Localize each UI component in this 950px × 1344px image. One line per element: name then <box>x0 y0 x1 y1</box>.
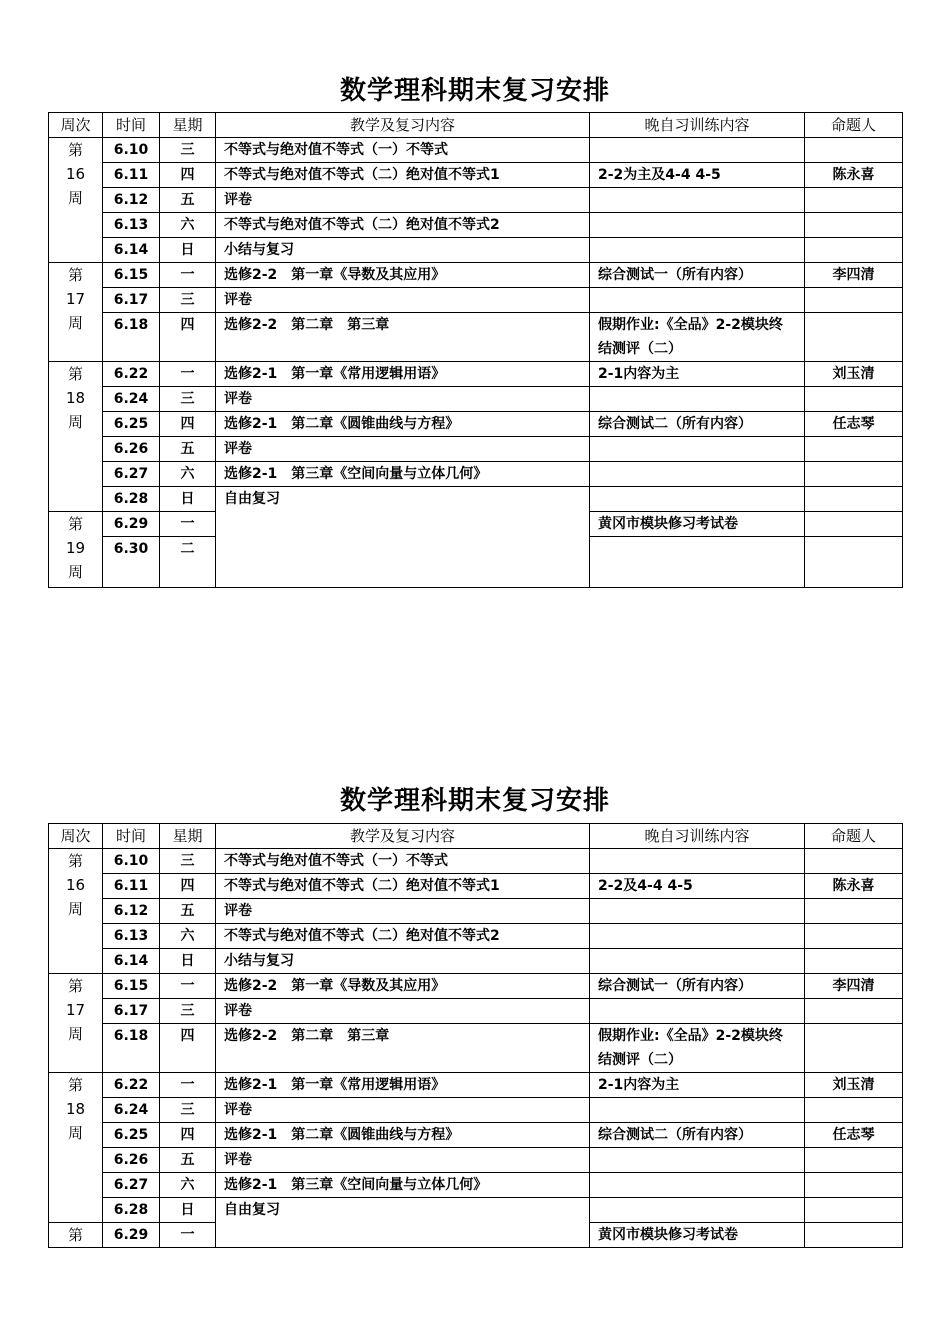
evening-cell <box>590 437 805 462</box>
evening-cell: 综合测试一（所有内容） <box>590 263 805 288</box>
content-cell: 不等式与绝对值不等式（二）绝对值不等式2 <box>216 213 590 238</box>
week-cell: 第 18 周 <box>49 362 103 512</box>
evening-cell <box>590 238 805 263</box>
time-cell: 6.18 <box>103 1024 160 1073</box>
table-row <box>49 138 903 163</box>
day-cell: 一 <box>160 1073 216 1098</box>
content-cell: 不等式与绝对值不等式（一）不等式 <box>216 849 590 874</box>
setter-cell <box>805 1148 903 1173</box>
time-cell: 6.15 <box>103 263 160 288</box>
content-cell: 选修2-2 第一章《导数及其应用》 <box>216 974 590 999</box>
content-cell: 选修2-2 第一章《导数及其应用》 <box>216 263 590 288</box>
content-cell: 不等式与绝对值不等式（一）不等式 <box>216 138 590 163</box>
evening-cell <box>590 1148 805 1173</box>
setter-cell <box>805 387 903 412</box>
table-row <box>49 1073 903 1098</box>
table-row <box>49 387 903 412</box>
day-cell: 三 <box>160 849 216 874</box>
time-cell: 6.15 <box>103 974 160 999</box>
week-cell: 第 19 周 <box>49 512 103 588</box>
content-cell: 评卷 <box>216 999 590 1024</box>
setter-cell: 李四清 <box>805 974 903 999</box>
day-cell: 五 <box>160 437 216 462</box>
setter-cell: 李四清 <box>805 263 903 288</box>
schedule-table <box>48 112 903 588</box>
time-cell: 6.12 <box>103 188 160 213</box>
content-cell: 选修2-1 第一章《常用逻辑用语》 <box>216 362 590 387</box>
evening-cell <box>590 487 805 512</box>
day-cell: 六 <box>160 1173 216 1198</box>
day-cell: 日 <box>160 949 216 974</box>
evening-cell <box>590 138 805 163</box>
page-title: 数学理科期末复习安排 <box>339 76 610 106</box>
time-cell: 6.27 <box>103 1173 160 1198</box>
week-cell: 第 17 周 <box>49 974 103 1073</box>
evening-cell: 黄冈市模块修习考试卷 <box>590 512 805 537</box>
evening-cell: 综合测试二（所有内容） <box>590 1123 805 1148</box>
page-title: 数学理科期末复习安排 <box>339 786 610 816</box>
table-row <box>49 974 903 999</box>
day-cell: 三 <box>160 387 216 412</box>
table-row <box>49 924 903 949</box>
time-cell: 6.29 <box>103 1223 160 1248</box>
time-cell: 6.18 <box>103 313 160 362</box>
evening-cell <box>590 849 805 874</box>
time-cell: 6.25 <box>103 412 160 437</box>
day-cell: 一 <box>160 362 216 387</box>
setter-cell: 刘玉清 <box>805 1073 903 1098</box>
table-row <box>49 1198 903 1223</box>
evening-cell: 2-1内容为主 <box>590 362 805 387</box>
setter-cell: 任志琴 <box>805 1123 903 1148</box>
evening-cell: 假期作业:《全品》2-2模块终结测评（二） <box>590 1024 805 1073</box>
week-cell: 第 18 周 <box>49 1073 103 1223</box>
day-cell: 四 <box>160 874 216 899</box>
table-row <box>49 849 903 874</box>
evening-cell: 2-1内容为主 <box>590 1073 805 1098</box>
time-cell: 6.27 <box>103 462 160 487</box>
header-content: 教学及复习内容 <box>216 113 590 138</box>
day-cell: 四 <box>160 163 216 188</box>
day-cell: 三 <box>160 288 216 313</box>
setter-cell <box>805 138 903 163</box>
day-cell: 四 <box>160 313 216 362</box>
table-row <box>49 1098 903 1123</box>
evening-cell: 综合测试一（所有内容） <box>590 974 805 999</box>
setter-cell <box>805 1173 903 1198</box>
content-cell: 选修2-1 第二章《圆锥曲线与方程》 <box>216 1123 590 1148</box>
time-cell: 6.28 <box>103 487 160 512</box>
content-cell: 评卷 <box>216 288 590 313</box>
setter-cell <box>805 924 903 949</box>
table-row <box>49 288 903 313</box>
table-row <box>49 487 903 512</box>
setter-cell <box>805 213 903 238</box>
time-cell: 6.24 <box>103 1098 160 1123</box>
table-header-row <box>49 824 903 849</box>
day-cell: 四 <box>160 1123 216 1148</box>
setter-cell <box>805 487 903 512</box>
table-header-row <box>49 113 903 138</box>
time-cell: 6.14 <box>103 238 160 263</box>
setter-cell <box>805 1223 903 1248</box>
time-cell: 6.22 <box>103 362 160 387</box>
evening-cell <box>590 537 805 588</box>
content-cell: 选修2-1 第二章《圆锥曲线与方程》 <box>216 412 590 437</box>
content-cell: 评卷 <box>216 437 590 462</box>
evening-cell: 2-2及4-4 4-5 <box>590 874 805 899</box>
day-cell: 五 <box>160 188 216 213</box>
table-row <box>49 263 903 288</box>
time-cell: 6.30 <box>103 537 160 588</box>
time-cell: 6.13 <box>103 924 160 949</box>
header-content: 教学及复习内容 <box>216 824 590 849</box>
day-cell: 四 <box>160 412 216 437</box>
setter-cell <box>805 537 903 588</box>
evening-cell: 假期作业:《全品》2-2模块终结测评（二） <box>590 313 805 362</box>
time-cell: 6.26 <box>103 437 160 462</box>
content-cell: 评卷 <box>216 1098 590 1123</box>
evening-cell <box>590 213 805 238</box>
table-row <box>49 1173 903 1198</box>
header-setter: 命题人 <box>805 113 903 138</box>
time-cell: 6.11 <box>103 874 160 899</box>
evening-cell <box>590 999 805 1024</box>
day-cell: 日 <box>160 238 216 263</box>
setter-cell <box>805 288 903 313</box>
setter-cell <box>805 1098 903 1123</box>
setter-cell: 刘玉清 <box>805 362 903 387</box>
day-cell: 日 <box>160 1198 216 1223</box>
table-row <box>49 362 903 387</box>
time-cell: 6.10 <box>103 138 160 163</box>
setter-cell <box>805 437 903 462</box>
evening-cell <box>590 899 805 924</box>
time-cell: 6.26 <box>103 1148 160 1173</box>
table-row <box>49 1123 903 1148</box>
content-cell: 评卷 <box>216 1148 590 1173</box>
content-cell: 自由复习 <box>216 1198 590 1248</box>
content-cell: 评卷 <box>216 387 590 412</box>
time-cell: 6.11 <box>103 163 160 188</box>
setter-cell: 任志琴 <box>805 412 903 437</box>
day-cell: 一 <box>160 974 216 999</box>
content-cell: 选修2-1 第一章《常用逻辑用语》 <box>216 1073 590 1098</box>
time-cell: 6.17 <box>103 999 160 1024</box>
day-cell: 五 <box>160 899 216 924</box>
setter-cell <box>805 949 903 974</box>
content-cell: 不等式与绝对值不等式（二）绝对值不等式1 <box>216 163 590 188</box>
evening-cell: 综合测试二（所有内容） <box>590 412 805 437</box>
day-cell: 六 <box>160 462 216 487</box>
day-cell: 日 <box>160 487 216 512</box>
setter-cell <box>805 462 903 487</box>
day-cell: 三 <box>160 138 216 163</box>
table-row <box>49 213 903 238</box>
table-row <box>49 437 903 462</box>
time-cell: 6.28 <box>103 1198 160 1223</box>
day-cell: 六 <box>160 924 216 949</box>
evening-cell <box>590 462 805 487</box>
table-row <box>49 1024 903 1073</box>
content-cell: 评卷 <box>216 188 590 213</box>
week-cell: 第 16 周 <box>49 138 103 263</box>
time-cell: 6.22 <box>103 1073 160 1098</box>
day-cell: 五 <box>160 1148 216 1173</box>
setter-cell <box>805 313 903 362</box>
evening-cell <box>590 188 805 213</box>
schedule-table <box>48 823 903 1248</box>
header-week: 周次 <box>49 113 103 138</box>
header-evening: 晚自习训练内容 <box>590 824 805 849</box>
week-cell: 第 16 周 <box>49 849 103 974</box>
table-row <box>49 188 903 213</box>
setter-cell <box>805 849 903 874</box>
time-cell: 6.24 <box>103 387 160 412</box>
header-day: 星期 <box>160 113 216 138</box>
setter-cell <box>805 188 903 213</box>
content-cell: 自由复习 <box>216 487 590 588</box>
setter-cell <box>805 512 903 537</box>
time-cell: 6.14 <box>103 949 160 974</box>
table-row <box>49 949 903 974</box>
content-cell: 小结与复习 <box>216 238 590 263</box>
day-cell: 一 <box>160 1223 216 1248</box>
table-row <box>49 1148 903 1173</box>
evening-cell <box>590 1198 805 1223</box>
table-row <box>49 412 903 437</box>
time-cell: 6.10 <box>103 849 160 874</box>
content-cell: 评卷 <box>216 899 590 924</box>
setter-cell <box>805 1198 903 1223</box>
content-cell: 选修2-1 第三章《空间向量与立体几何》 <box>216 462 590 487</box>
evening-cell: 2-2为主及4-4 4-5 <box>590 163 805 188</box>
content-cell: 选修2-2 第二章 第三章 <box>216 1024 590 1073</box>
time-cell: 6.17 <box>103 288 160 313</box>
setter-cell <box>805 899 903 924</box>
time-cell: 6.13 <box>103 213 160 238</box>
content-cell: 不等式与绝对值不等式（二）绝对值不等式1 <box>216 874 590 899</box>
setter-cell <box>805 999 903 1024</box>
setter-cell <box>805 238 903 263</box>
header-time: 时间 <box>103 824 160 849</box>
week-cell: 第 <box>49 1223 103 1248</box>
table-row <box>49 313 903 362</box>
content-cell: 选修2-1 第三章《空间向量与立体几何》 <box>216 1173 590 1198</box>
table-row <box>49 163 903 188</box>
day-cell: 一 <box>160 512 216 537</box>
evening-cell <box>590 924 805 949</box>
header-day: 星期 <box>160 824 216 849</box>
day-cell: 二 <box>160 537 216 588</box>
time-cell: 6.29 <box>103 512 160 537</box>
table-row <box>49 899 903 924</box>
header-setter: 命题人 <box>805 824 903 849</box>
evening-cell <box>590 1098 805 1123</box>
evening-cell <box>590 949 805 974</box>
content-cell: 不等式与绝对值不等式（二）绝对值不等式2 <box>216 924 590 949</box>
setter-cell <box>805 1024 903 1073</box>
content-cell: 小结与复习 <box>216 949 590 974</box>
table-row <box>49 238 903 263</box>
evening-cell <box>590 1173 805 1198</box>
table-row <box>49 462 903 487</box>
table-row <box>49 874 903 899</box>
day-cell: 四 <box>160 1024 216 1073</box>
time-cell: 6.25 <box>103 1123 160 1148</box>
week-cell: 第 17 周 <box>49 263 103 362</box>
header-week: 周次 <box>49 824 103 849</box>
header-evening: 晚自习训练内容 <box>590 113 805 138</box>
setter-cell: 陈永喜 <box>805 874 903 899</box>
content-cell: 选修2-2 第二章 第三章 <box>216 313 590 362</box>
evening-cell <box>590 288 805 313</box>
day-cell: 一 <box>160 263 216 288</box>
evening-cell <box>590 387 805 412</box>
table-row <box>49 999 903 1024</box>
day-cell: 三 <box>160 1098 216 1123</box>
day-cell: 六 <box>160 213 216 238</box>
day-cell: 三 <box>160 999 216 1024</box>
evening-cell: 黄冈市模块修习考试卷 <box>590 1223 805 1248</box>
time-cell: 6.12 <box>103 899 160 924</box>
header-time: 时间 <box>103 113 160 138</box>
setter-cell: 陈永喜 <box>805 163 903 188</box>
